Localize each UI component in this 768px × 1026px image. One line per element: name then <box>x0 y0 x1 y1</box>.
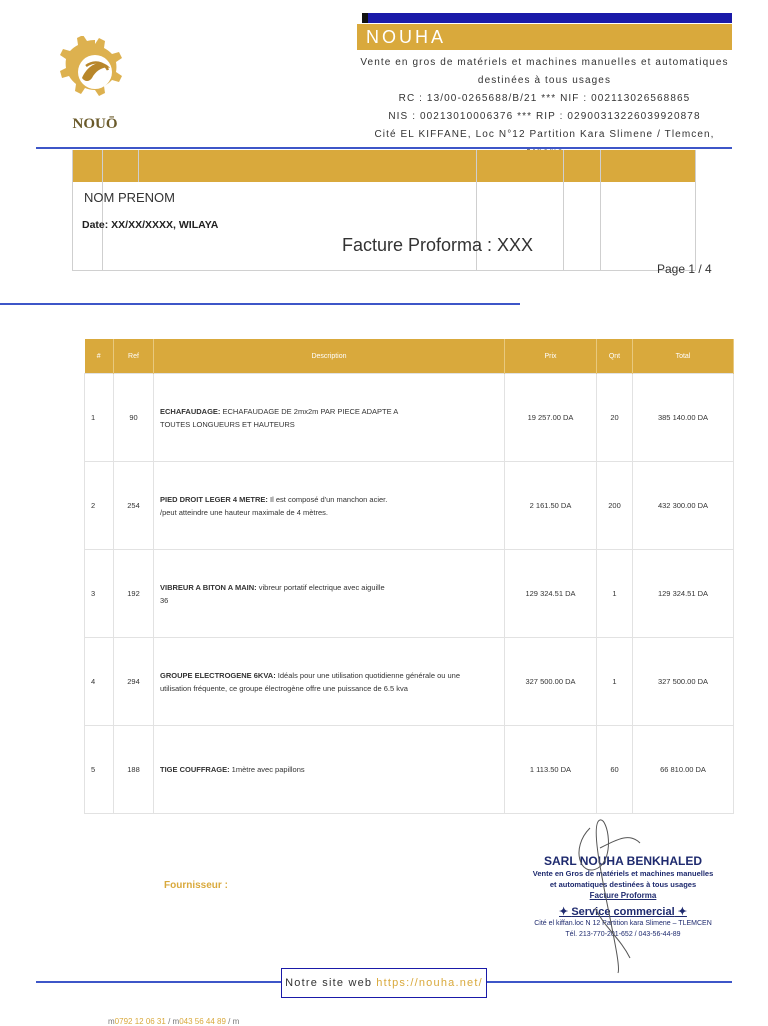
header-divider <box>36 147 732 149</box>
top-accent-bar <box>362 13 732 23</box>
cell-prix: 1 113.50 DA <box>505 726 597 814</box>
col-header-num: # <box>85 339 114 374</box>
info-header-bar <box>72 150 696 182</box>
cell-total: 129 324.51 DA <box>633 550 734 638</box>
cell-description <box>154 462 505 550</box>
item-detail: ECHAFAUDAGE DE 2mx2m PAR PIECE ADAPTE A <box>220 406 399 416</box>
stamp-title: SARL NOUHA BENKHALED <box>543 854 702 868</box>
col-header-ref: Ref <box>114 339 154 374</box>
table-row <box>85 638 734 726</box>
cell-total: 66 810.00 DA <box>633 726 734 814</box>
company-line-3: RC : 13/00-0265688/B/21 *** NIF : 002113026568865 <box>398 93 691 104</box>
table-row <box>85 462 734 550</box>
cell-description <box>154 374 505 462</box>
item-name: VIBREUR A BITON A MAIN: <box>160 582 257 592</box>
cell-prix: 327 500.00 DA <box>505 638 597 726</box>
cell-num: 4 <box>85 638 114 726</box>
cell-total: 385 140.00 DA <box>633 374 734 462</box>
info-col-line <box>563 150 564 270</box>
item-detail: Il est composé d'un manchon acier. <box>267 494 388 504</box>
cell-num: 3 <box>85 550 114 638</box>
page-number: Page 1 / 4 <box>657 262 712 276</box>
item-name: PIED DROIT LEGER 4 METRE: <box>160 494 268 504</box>
cell-total: 327 500.00 DA <box>633 638 734 726</box>
cell-qnt: 1 <box>597 550 633 638</box>
supplier-label: Fournisseur : <box>164 880 228 891</box>
info-col-line <box>600 150 601 270</box>
col-header-prix: Prix <box>505 339 597 374</box>
contact-prefix: m <box>108 1017 115 1026</box>
signature <box>560 808 650 978</box>
item-name: GROUPE ELECTROGENE 6KVA: <box>160 670 276 680</box>
company-line-1: Vente en gros de matériels et machines manuelles et automatiques <box>360 57 729 68</box>
website-link[interactable]: https://nouha.net/ <box>376 977 483 989</box>
contact-phone-2: 043 56 44 89 <box>179 1017 226 1026</box>
item-detail: Idéals pour une utilisation quotidienne générale ou une <box>275 670 461 680</box>
company-logo <box>58 36 132 136</box>
item-detail: vibreur portatif electrique avec aiguille <box>256 582 385 592</box>
table-header-row <box>85 339 734 374</box>
items-table <box>84 339 734 814</box>
cell-ref: 254 <box>114 462 154 550</box>
item-detail-2: /peut atteindre une hauteur maximale de 4 mètres. <box>160 507 329 517</box>
invoice-date: Date: XX/XX/XXXX, WILAYA <box>82 219 219 231</box>
top-accent-mark <box>362 13 368 23</box>
diamond-icon: ✦ <box>674 906 687 918</box>
contact-separator: / m <box>165 1017 180 1026</box>
logo-text: NOUŌ <box>72 116 118 132</box>
company-line-4: NIS : 00213010006376 *** RIP : 02900313226039920878 <box>388 111 701 122</box>
info-col-line <box>102 150 103 270</box>
contact-line <box>108 1017 239 1026</box>
stamp-line-2: et automatiques destinées à tous usages <box>549 880 697 889</box>
company-info <box>357 54 732 162</box>
item-detail-2: utilisation fréquente, ce groupe électrogène offre une puissance de 6.5 kva <box>160 683 408 693</box>
stamp-service-label: Service commercial <box>571 906 675 918</box>
cell-num: 5 <box>85 726 114 814</box>
contact-suffix: / m <box>225 1017 240 1026</box>
info-col-line <box>72 150 73 270</box>
brand-name: NOUHA <box>366 27 447 47</box>
cell-ref: 188 <box>114 726 154 814</box>
diamond-icon: ✦ <box>559 906 572 918</box>
client-name: NOM PRENOM <box>84 190 175 205</box>
cell-qnt: 200 <box>597 462 633 550</box>
company-line-5: Cité EL KIFFANE, Loc N°12 Partition Kara Slimene / Tlemcen, <box>374 129 715 140</box>
company-line-2: destinées à tous usages <box>477 75 612 86</box>
info-col-line <box>695 150 696 270</box>
col-header-qnt: Qnt <box>597 339 633 374</box>
section-divider <box>0 303 520 305</box>
cell-description <box>154 726 505 814</box>
cell-num: 1 <box>85 374 114 462</box>
table-row <box>85 374 734 462</box>
website-label: Notre site web <box>285 977 373 989</box>
cell-prix: 2 161.50 DA <box>505 462 597 550</box>
item-name: ECHAFAUDAGE: <box>160 406 221 416</box>
stamp-subtitle: Facture Proforma <box>589 891 657 900</box>
invoice-title: Facture Proforma : XXX <box>342 235 534 255</box>
table-row <box>85 726 734 814</box>
stamp-line-1: Vente en Gros de matériels et machines manuelles <box>532 869 714 878</box>
cell-prix: 19 257.00 DA <box>505 374 597 462</box>
item-detail-2: TOUTES LONGUEURS ET HAUTEURS <box>160 419 295 429</box>
stamp-address: Cité el kiffan.loc N 12 Partition kara Slimene – TLEMCEN <box>534 920 712 927</box>
cell-ref: 192 <box>114 550 154 638</box>
cell-ref: 90 <box>114 374 154 462</box>
info-bottom-line <box>72 270 696 271</box>
cell-qnt: 20 <box>597 374 633 462</box>
info-col-line <box>138 150 139 182</box>
cell-total: 432 300.00 DA <box>633 462 734 550</box>
cell-description <box>154 638 505 726</box>
col-header-description: Description <box>154 339 505 374</box>
cell-description <box>154 550 505 638</box>
cell-ref: 294 <box>114 638 154 726</box>
cell-num: 2 <box>85 462 114 550</box>
item-name: TIGE COUFFRAGE: <box>160 765 230 774</box>
col-header-total: Total <box>633 339 734 374</box>
website-box <box>281 968 487 998</box>
cell-qnt: 1 <box>597 638 633 726</box>
cell-qnt: 60 <box>597 726 633 814</box>
stamp-phone: Tél. 213-770-201-652 / 043-56-44-89 <box>565 931 681 938</box>
cell-prix: 129 324.51 DA <box>505 550 597 638</box>
table-row <box>85 550 734 638</box>
item-detail: 1mètre avec papillons <box>229 765 305 774</box>
item-detail-2: 36 <box>160 595 169 605</box>
contact-phone-1: 0792 12 06 31 <box>114 1017 166 1026</box>
